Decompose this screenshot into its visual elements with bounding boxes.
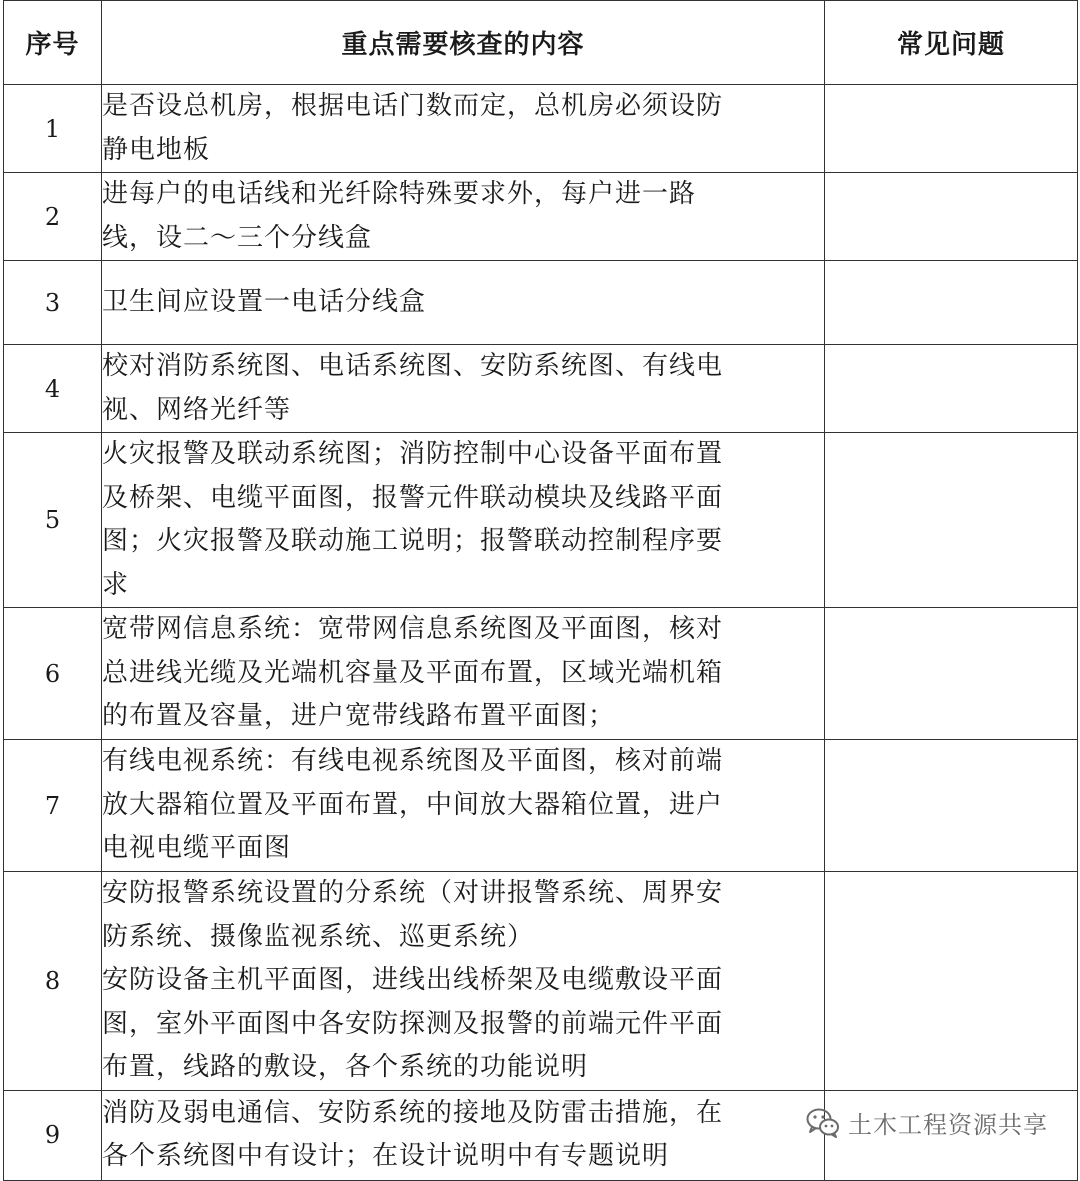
row-number: 6 — [4, 608, 102, 740]
row-content — [102, 261, 825, 345]
table-row — [4, 261, 1078, 345]
content-line: 火灾报警及联动系统图；消防控制中心设备平面布置 — [102, 439, 724, 469]
content-line: 消防及弱电通信、安防系统的接地及防雷击措施，在 — [102, 1097, 724, 1128]
content-line: 图；火灾报警及联动施工说明；报警联动控制程序要 — [102, 526, 724, 556]
row-issue-cell — [825, 345, 1078, 433]
content-line: 放大器箱位置及平面布置，中间放大器箱位置，进户 — [102, 789, 724, 820]
content-line: 防系统、摄像监视系统、巡更系统） — [102, 921, 535, 952]
content-line: 卫生间应设置一电话分线盒 — [102, 286, 427, 317]
row-number: 7 — [4, 740, 102, 872]
content-line: 有线电视系统：有线电视系统图及平面图，核对前端 — [102, 746, 724, 777]
row-content — [102, 173, 825, 261]
row-number: 4 — [4, 345, 102, 433]
content-line: 图，室外平面图中各安防探测及报警的前端元件平面 — [102, 1008, 724, 1039]
row-number: 2 — [4, 173, 102, 261]
content-line: 总进线光缆及光端机容量及平面布置，区域光端机箱 — [102, 657, 724, 688]
row-content — [102, 608, 825, 740]
row-number: 1 — [4, 85, 102, 173]
content-line: 求 — [102, 569, 130, 600]
content-line: 电视电缆平面图 — [102, 833, 292, 864]
row-issue-cell — [825, 608, 1078, 740]
row-number: 9 — [4, 1090, 102, 1180]
row-number: 3 — [4, 261, 102, 345]
row-issue-cell — [825, 261, 1078, 345]
table-row — [4, 85, 1078, 173]
row-issue-cell — [825, 872, 1078, 1091]
header-content: 重点需要核查的内容 — [102, 1, 825, 85]
table-row — [4, 608, 1078, 740]
row-number: 5 — [4, 433, 102, 608]
content-line: 的布置及容量，进户宽带线路布置平面图； — [102, 701, 616, 732]
content-line: 是否设总机房，根据电话门数而定，总机房必须设防 — [102, 91, 724, 121]
content-line: 进每户的电话线和光纤除特殊要求外，每户进一路 — [102, 179, 697, 209]
row-number: 8 — [4, 872, 102, 1091]
content-line: 各个系统图中有设计；在设计说明中有专题说明 — [102, 1141, 670, 1171]
row-content — [102, 872, 825, 1091]
header-row — [4, 1, 1078, 85]
header-number: 序号 — [4, 1, 102, 85]
content-line: 视、网络光纤等 — [102, 394, 292, 425]
review-table — [3, 0, 1078, 1181]
table-body — [4, 85, 1078, 1181]
content-line: 静电地板 — [102, 134, 211, 165]
row-content — [102, 1090, 825, 1180]
table-row — [4, 173, 1078, 261]
content-line: 宽带网信息系统：宽带网信息系统图及平面图，核对 — [102, 614, 724, 645]
content-line: 校对消防系统图、电话系统图、安防系统图、有线电 — [102, 351, 724, 381]
content-line: 线，设二～三个分线盒 — [102, 222, 373, 253]
row-content — [102, 85, 825, 173]
watermark — [806, 1105, 1048, 1140]
content-line: 安防设备主机平面图，进线出线桥架及电缆敷设平面 — [102, 965, 724, 995]
table-row — [4, 872, 1078, 1091]
row-content — [102, 433, 825, 608]
content-line: 布置，线路的敷设，各个系统的功能说明 — [102, 1052, 589, 1082]
watermark-text: 土木工程资源共享 — [848, 1111, 1048, 1139]
table-row — [4, 433, 1078, 608]
row-content — [102, 740, 825, 872]
header-issues: 常见问题 — [825, 1, 1078, 85]
table-row — [4, 740, 1078, 872]
row-issue-cell — [825, 85, 1078, 173]
content-line: 及桥架、电缆平面图，报警元件联动模块及线路平面 — [102, 482, 724, 513]
content-line: 安防报警系统设置的分系统（对讲报警系统、周界安 — [102, 878, 724, 908]
row-issue-cell — [825, 173, 1078, 261]
row-issue-cell — [825, 740, 1078, 872]
row-content — [102, 345, 825, 433]
table-row — [4, 345, 1078, 433]
row-issue-cell — [825, 433, 1078, 608]
wechat-icon — [806, 1108, 840, 1138]
